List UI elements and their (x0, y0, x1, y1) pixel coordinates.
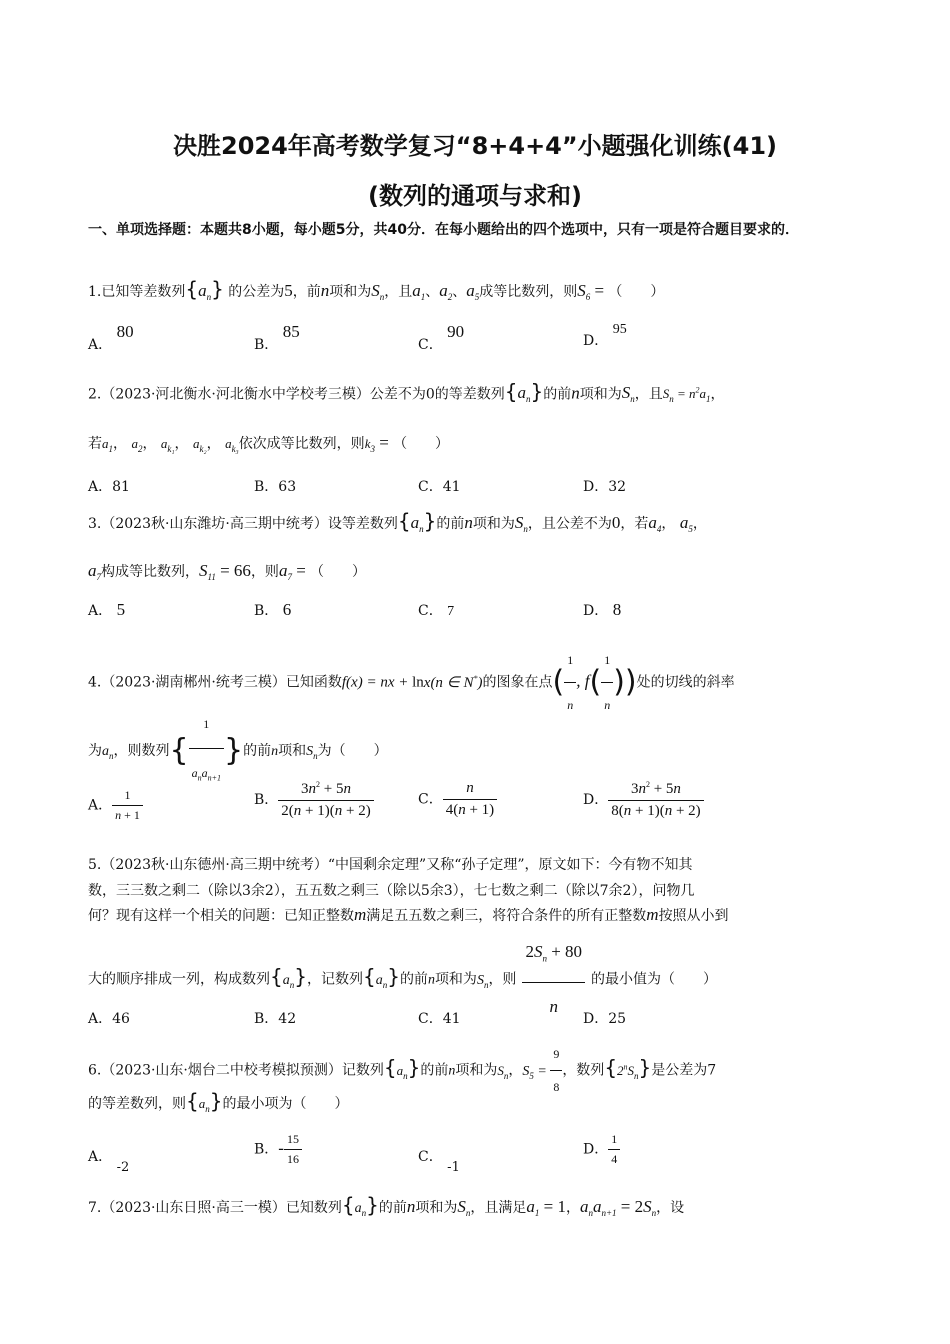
q2-option-d: D．32 (583, 479, 627, 495)
q1-option-b: B． 85 (254, 322, 300, 353)
section-heading: 一、单项选择题：本题共8小题，每小题5分，共40分．在每小题给出的四个选项中，只有一项是符合题目要求的． (88, 222, 799, 238)
q1-option-a: A． 80 (88, 322, 134, 353)
q1-option-d: D． 95 (583, 322, 627, 349)
q5-option-c: C．41 (418, 1011, 461, 1027)
question-1-stem: 1.已知等差数列$\{a_n\}$ 的公差为5，前n项和为$S_n$，且$a_1$、$a_2$、$a_5$成等比数列，则$S_6$ = （ ） (88, 277, 665, 302)
question-7-stem: 7.（2023·山东日照·高三一模）已知数列$\{a_n\}$的前n项和为$S_n$，且满足$a_1 = 1$，$a_na_{n+1} = 2S_n$，设 (88, 1193, 685, 1218)
question-2-stem-line-2: 若$a_1$， $a_2$， $a_{k_1}$， $a_{k_2}$， $a_{k_3}$依次成等比数列，则$k_3$ = （ ） (88, 433, 450, 454)
question-4-stem-line-2: 为$a_n$，则数列{ $\frac{1}{a_na_{n+1}}$ }的前n项和$S_n$为（ ） (88, 702, 388, 800)
q3-option-d: D． 8 (583, 600, 622, 619)
question-5-line-3: 何？现有这样一个相关的问题：已知正整数m满足五五数之剩三，将符合条件的所有正整数m按照从小到 (88, 905, 729, 924)
q5-option-b: B．42 (254, 1011, 297, 1027)
q6-option-a: A． -2 (88, 1149, 130, 1175)
q2-option-c: C．41 (418, 479, 461, 495)
q6-option-b: B．- $\frac{15}{16}$ (254, 1132, 302, 1167)
q3-option-c: C． 7 (418, 603, 455, 619)
q3-option-a: A． 5 (88, 600, 126, 619)
q4-option-d: D． $\frac{3n^2 + 5n}{8(n + 1)(n + 2)}$ (583, 780, 704, 820)
q1-option-c: C． 90 (418, 322, 465, 353)
q4-option-c: C． $\frac{n}{4(n + 1)}$ (418, 780, 497, 819)
title-line-1: 决胜2024年高考数学复习“8+4+4”小题强化训练(41) (173, 132, 777, 160)
question-5-line-2: 数，三三数之剩二（除以3余2），五五数之剩三（除以5余3），七七数之剩二（除以7余2），问物几 (88, 883, 695, 899)
q2-option-a: A．81 (88, 479, 130, 495)
q5-option-d: D．25 (583, 1011, 627, 1027)
q6-option-c: C． -1 (418, 1149, 460, 1175)
question-6-stem-line-1: 6.（2023·山东·烟台二中校考模拟预测）记数列$\{a_n\}$的前n项和为$S_n$，$S_5$ = $\frac{9}{8}$ ，数列$\{2^nS_n\}$是公差为7 (88, 1040, 716, 1101)
q2-option-b: B．63 (254, 479, 297, 495)
q5-option-a: A．46 (88, 1011, 130, 1027)
question-2-stem-line-1: 2.（2023·河北衡水·河北衡水中学校考三模）公差不为0的等差数列$\{a_n\}$的前n项和为$S_n$，且$S_n = n^2a_1$， (88, 379, 725, 405)
q4-option-a: A． $\frac{1}{n + 1}$ (88, 788, 143, 823)
q6-option-d: D． $\frac{1}{4}$ (583, 1132, 620, 1167)
question-4-stem-line-1: 4.（2023·湖南郴州·统考三模）已知函数f(x) = nx + lnx(n ∈ N*)的图象在点( $\frac{1}{n}$ , f( $\frac{1}{n}$ ))处的切线的斜率 (88, 640, 735, 725)
question-3-stem-line-1: 3.（2023秋·山东潍坊·高三期中统考）设等差数列$\{a_n\}$的前n项和为$S_n$，且公差不为0，若$a_4$， $a_5$， (88, 509, 707, 534)
question-3-stem-line-2: $a_7$构成等比数列，$S_{11} = 66$，则$a_7$ = （ ） (88, 561, 367, 582)
title-line-2: (数列的通项与求和) (368, 182, 582, 210)
q4-option-b: B． $\frac{3n^2 + 5n}{2(n + 1)(n + 2)}$ (254, 780, 374, 820)
question-6-stem-line-2: 的等差数列，则$\{a_n\}$的最小项为（ ） (88, 1089, 349, 1114)
question-5-line-4: 大的顺序排成一列，构成数列$\{a_n\}$，记数列$\{a_n\}$的前n项和为$S_n$，则 $\frac{2S_n + 80}{n}$ 的最小值为（ ） (88, 930, 717, 1029)
q3-option-b: B． 6 (254, 600, 292, 619)
question-5-line-1: 5.（2023秋·山东德州·高三期中统考）“中国剩余定理”又称“孙子定理”，原文如下：今有物不知其 (88, 857, 693, 873)
